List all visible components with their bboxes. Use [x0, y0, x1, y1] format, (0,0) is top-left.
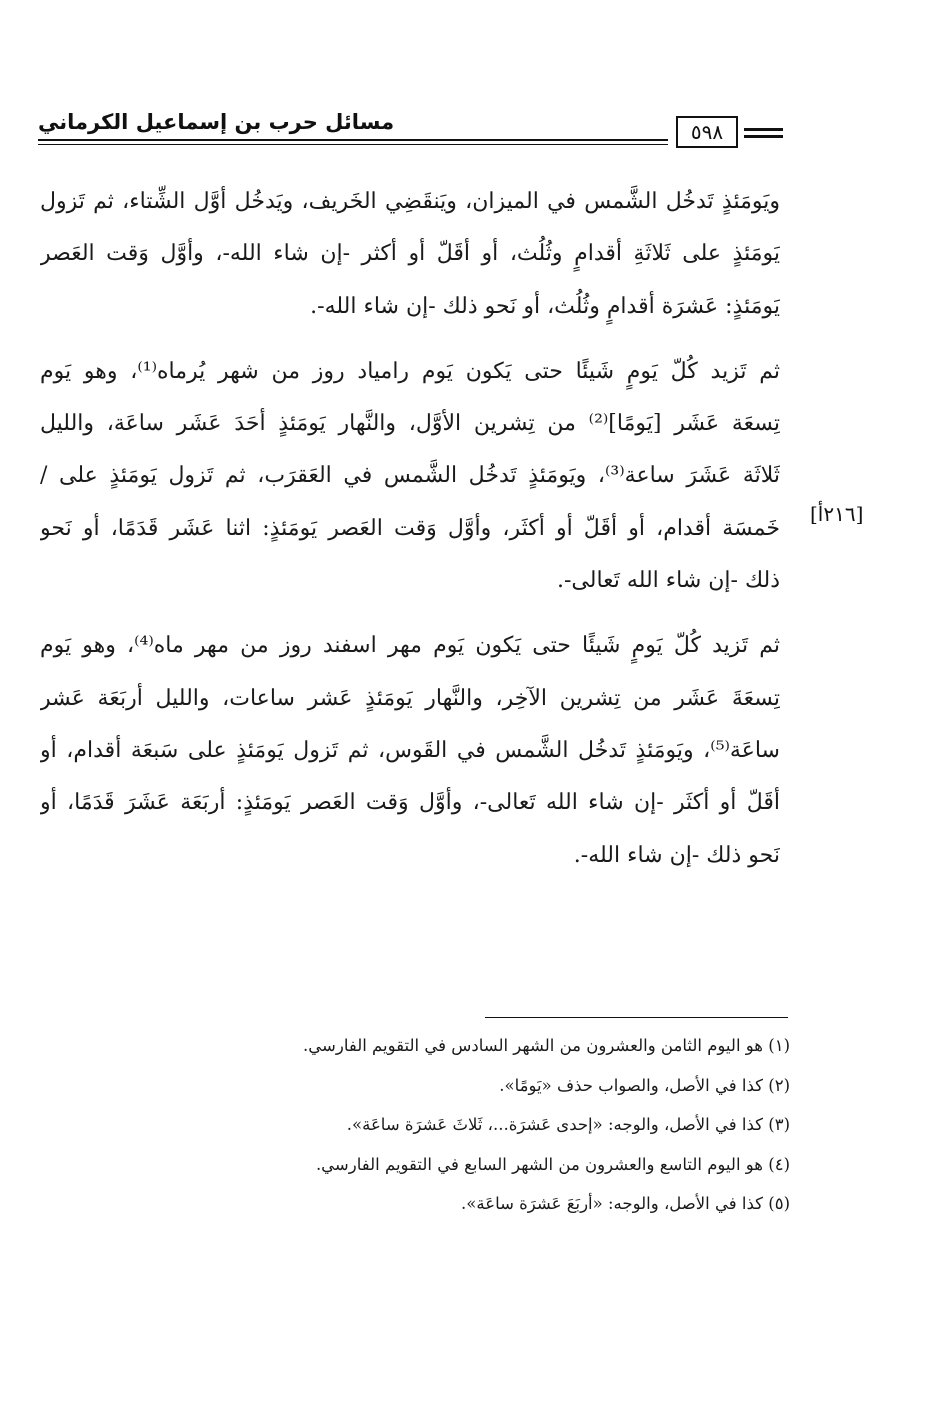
text-line: خَمسَة أقدام، أو أقَلّ أو أكثَر، وأوَّل وَقت العَصر يَومَئذٍ: اثنا عَشَر قَدَمًا، أو نَحو [40, 515, 780, 541]
footnotes [200, 1036, 790, 1234]
paragraph [40, 620, 780, 881]
text-line: تِسعَةَ عَشَر من تِشرين الآخِر، والنَّهار يَومَئذٍ عَشر ساعات، والليل أربَعَة عَشر [40, 685, 780, 711]
text-line: نَحو ذلك -إن شاء الله-. [573, 842, 780, 868]
text-line: تِسعَة عَشَر [يَومًا]⁽²⁾ من تِشرين الأوَّل، والنَّهار يَومَئذٍ أحَدَ عَشَر ساعَة، والليل [40, 411, 780, 437]
text-line: يَومَئذٍ على ثَلاثَةِ أقدامٍ وثُلُث، أو أقَلّ أو أكثر -إن شاء الله-، وأوَّل وَقت العَصر [40, 241, 780, 267]
page-header [38, 110, 783, 154]
text-line: يَومَئذٍ: عَشرَة أقدامٍ وثُلُث، أو نَحو ذلك -إن شاء الله-. [310, 293, 780, 319]
footnote: (١) هو اليوم الثامن والعشرون من الشهر السادس في التقويم الفارسي. [303, 1036, 790, 1055]
footnote-separator [485, 1017, 788, 1018]
paragraph [40, 346, 780, 607]
text-line: ثم تَزيد كُلّ يَومٍ شَيئًا حتى يَكون يَوم مهر اسفند روز من مهر ماه⁽⁴⁾، وهو يَوم [40, 633, 780, 659]
text-line: أقَلّ أو أكثَر -إن شاء الله تَعالى-، وأوَّل وَقت العَصر يَومَئذٍ: أربَعَة عَشَرَ قَدَمًا، أو [40, 790, 780, 816]
footnote: (٥) كذا في الأصل، والوجه: «أربَعَ عَشرَة ساعَة». [461, 1194, 790, 1213]
text-line: ذلك -إن شاء الله تَعالى-. [557, 568, 780, 594]
page-number: ٥٩٨ [676, 116, 738, 148]
book-title: مسائل حرب بن إسماعيل الكرماني [38, 110, 395, 134]
text-line: ثَلاثَة عَشَرَ ساعة⁽³⁾، ويَومَئذٍ تَدخُل الشَّمس في العَقرَب، ثم تَزول يَومَئذٍ على / [40, 463, 780, 489]
header-rule-thin [38, 144, 668, 145]
footnote: (٢) كذا في الأصل، والصواب حذف «يَومًا». [499, 1075, 790, 1095]
paragraph [40, 176, 780, 333]
main-text [40, 176, 780, 895]
footnote: (٣) كذا في الأصل، والوجه: «إحدى عَشرَة...، ثَلاثَ عَشرَة ساعَة». [346, 1115, 790, 1134]
text-line: ساعَة⁽⁵⁾، ويَومَئذٍ تَدخُل الشَّمس في القَوس، ثم تَزول يَومَئذٍ على سَبعَة أقدام، أو [40, 737, 780, 763]
text-line: ثم تَزيد كُلّ يَومٍ شَيئًا حتى يَكون يَوم رامياد روز من شهر يُرماه⁽¹⁾، وهو يَوم [40, 358, 780, 384]
footnote: (٤) هو اليوم التاسع والعشرون من الشهر السابع في التقويم الفارسي. [315, 1154, 790, 1174]
margin-folio-note: [٢١٦أ] [810, 502, 864, 526]
header-rule [38, 139, 668, 141]
header-ornament [744, 128, 783, 142]
text-line: ويَومَئذٍ تَدخُل الشَّمس في الميزان، ويَنقَضِي الخَريف، ويَدخُل أوَّل الشِّتاء، ثم تَزول [40, 189, 780, 214]
